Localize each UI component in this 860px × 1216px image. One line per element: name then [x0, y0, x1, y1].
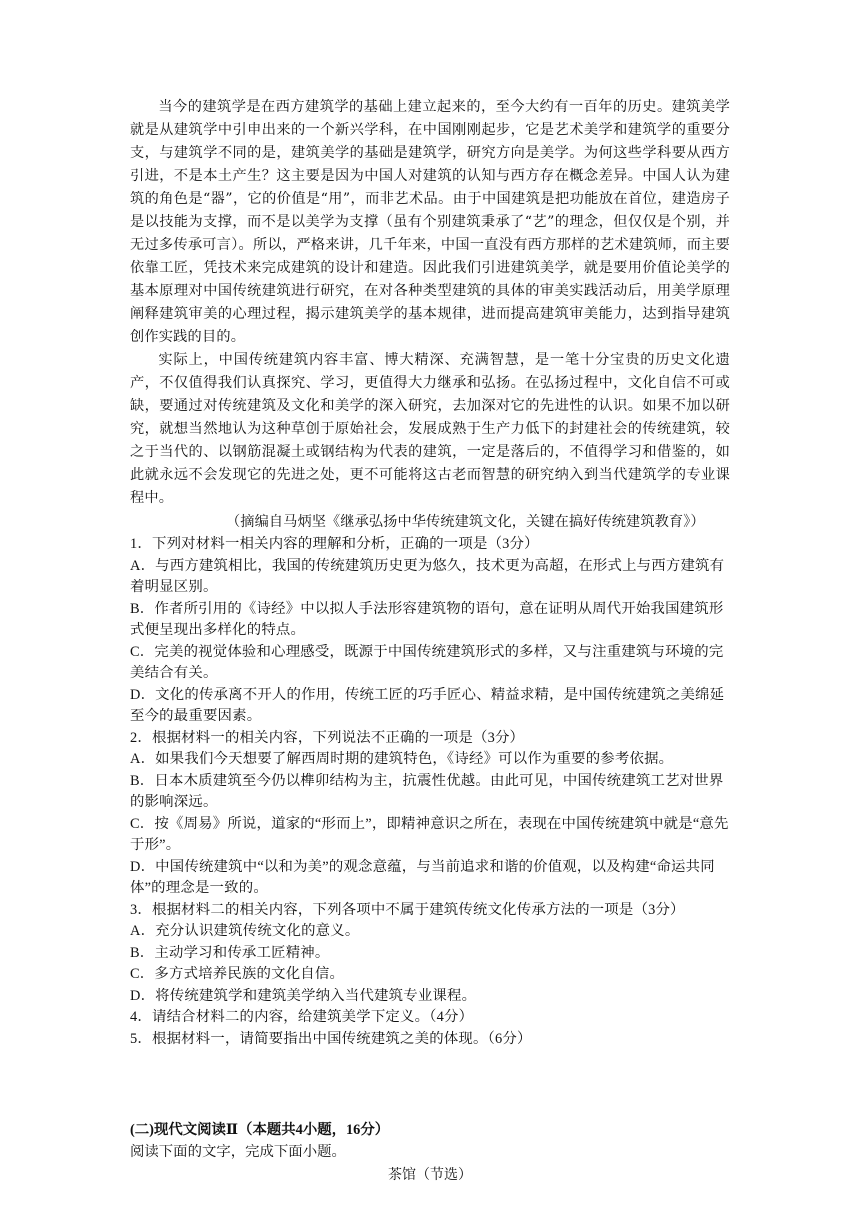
section-2-instruction: 阅读下面的文字，完成下面小题。 [130, 1143, 346, 1160]
passage-paragraph-2: 实际上，中国传统建筑内容丰富、博大精深、充满智慧，是一笔十分宝贵的历史文化遗产，不仅值得我们认真探究、学习，更值得大力继承和弘扬。在弘扬过程中，文化自信不可或缺，要通过对传统建筑及文化和美学的深入研究，去加深对它的先进性的认识。如果不加以研究，就想当然地认为这种草创于原始社会，发展成熟于生产力低下的封建社会的传统建筑，较之于当代的、以钢筋混凝土或钢结构为代表的建筑，一定是落后的，不值得学习和借鉴的，如此就永远不会发现它的先进之处，更不可能将这古老而智慧的研究纳入到当代建筑学的专业课程中。 [130, 352, 730, 506]
question-2-stem: 2．根据材料一的相关内容，下列说法不正确的一项是（3分） [130, 729, 525, 746]
question-1-option-b: B．作者所引用的《诗经》中以拟人手法形容建筑物的语句，意在证明从周代开始我国建筑形式便呈现出多样化的特点。 [130, 600, 724, 638]
question-3-option-d: D．将传统建筑学和建筑美学纳入当代建筑专业课程。 [130, 987, 477, 1004]
question-4: 4．请结合材料二的内容，给建筑美学下定义。（4分） [130, 1009, 474, 1025]
question-3-option-a: A．充分认识建筑传统文化的意义。 [130, 923, 360, 939]
question-3-stem: 3．根据材料二的相关内容，下列各项中不属于建筑传统文化传承方法的一项是（3分） [130, 901, 685, 918]
question-1-stem: 1．下列对材料一相关内容的理解和分析，正确的一项是（3分） [130, 536, 539, 552]
question-1-option-a: A．与西方建筑相比，我国的传统建筑历史更为悠久，技术更为高超，在形式上与西方建筑有着明显区别。 [130, 557, 725, 595]
question-2-option-b: B．日本木质建筑至今仍以榫卯结构为主，抗震性优越。由此可见，中国传统建筑工艺对世界的影响深远。 [130, 772, 724, 810]
question-2-option-c: C．按《周易》所说，道家的“形而上”，即精神意识之所在，表现在中国传统建筑中就是“意先于形”。 [130, 815, 729, 853]
question-5: 5．根据材料一，请简要指出中国传统建筑之美的体现。（6分） [130, 1030, 532, 1047]
passage-paragraph-1: 当今的建筑学是在西方建筑学的基础上建立起来的，至今大约有一百年的历史。建筑美学就是从建筑学中引申出来的一个新兴学科，在中国刚刚起步，它是艺术美学和建筑学的重要分支，与建筑学不同的是，建筑美学的基础是建筑学，研究方向是美学。为何这些学科要从西方引进，不是本土产生？这主要是因为中国人对建筑的认知与西方存在概念差异。中国人认为建筑的角色是“器”，它的价值是“用”，而非艺术品。由于中国建筑是把功能放在首位，建造房子是以技能为支撑，而不是以美学为支撑（虽有个别建筑秉承了“艺”的理念，但仅仅是个别，并无过多传承可言）。所以，严格来讲，几千年来，中国一直没有西方那样的艺术建筑师，而主要依靠工匠，凭技术来完成建筑的设计和建造。因此我们引进建筑美学，就是要用价值论美学的基本原理对中国传统建筑进行研究，在对各种类型建筑的具体的审美实践活动后，用美学原理阐释建筑审美的心理过程，揭示建筑美学的基本规律，进而提高建筑审美能力，达到指导建筑创作实践的目的。 [130, 99, 730, 345]
question-1-option-c: C．完美的视觉体验和心理感受，既源于中国传统建筑形式的多样，又与注重建筑与环境的完美结合有关。 [130, 643, 724, 681]
question-2-option-d: D．中国传统建筑中“以和为美”的观念意蕴，与当前追求和谐的价值观，以及构建“命运共同体”的理念是一致的。 [130, 858, 715, 896]
question-1-option-d: D．文化的传承离不开人的作用，传统工匠的巧手匠心、精益求精，是中国传统建筑之美绵延至今的最重要因素。 [130, 686, 725, 724]
section-2-title: (二)现代文阅读Ⅱ（本题共4小题，16分） [130, 1122, 390, 1138]
document-page [130, 96, 730, 1187]
section-2 [130, 1120, 730, 1187]
section-2-subtitle: 茶馆（节选） [388, 1167, 472, 1183]
passage-source: （摘编自马炳坚《继承弘扬中华传统建筑文化，关键在搞好传统建筑教育》） [226, 514, 705, 530]
question-list [130, 534, 730, 1050]
question-2-option-a: A．如果我们今天想要了解西周时期的建筑特色，《诗经》可以作为重要的参考依据。 [130, 751, 674, 767]
question-3-option-b: B．主动学习和传承工匠精神。 [130, 944, 330, 961]
question-3-option-c: C．多方式培养民族的文化自信。 [130, 966, 345, 982]
